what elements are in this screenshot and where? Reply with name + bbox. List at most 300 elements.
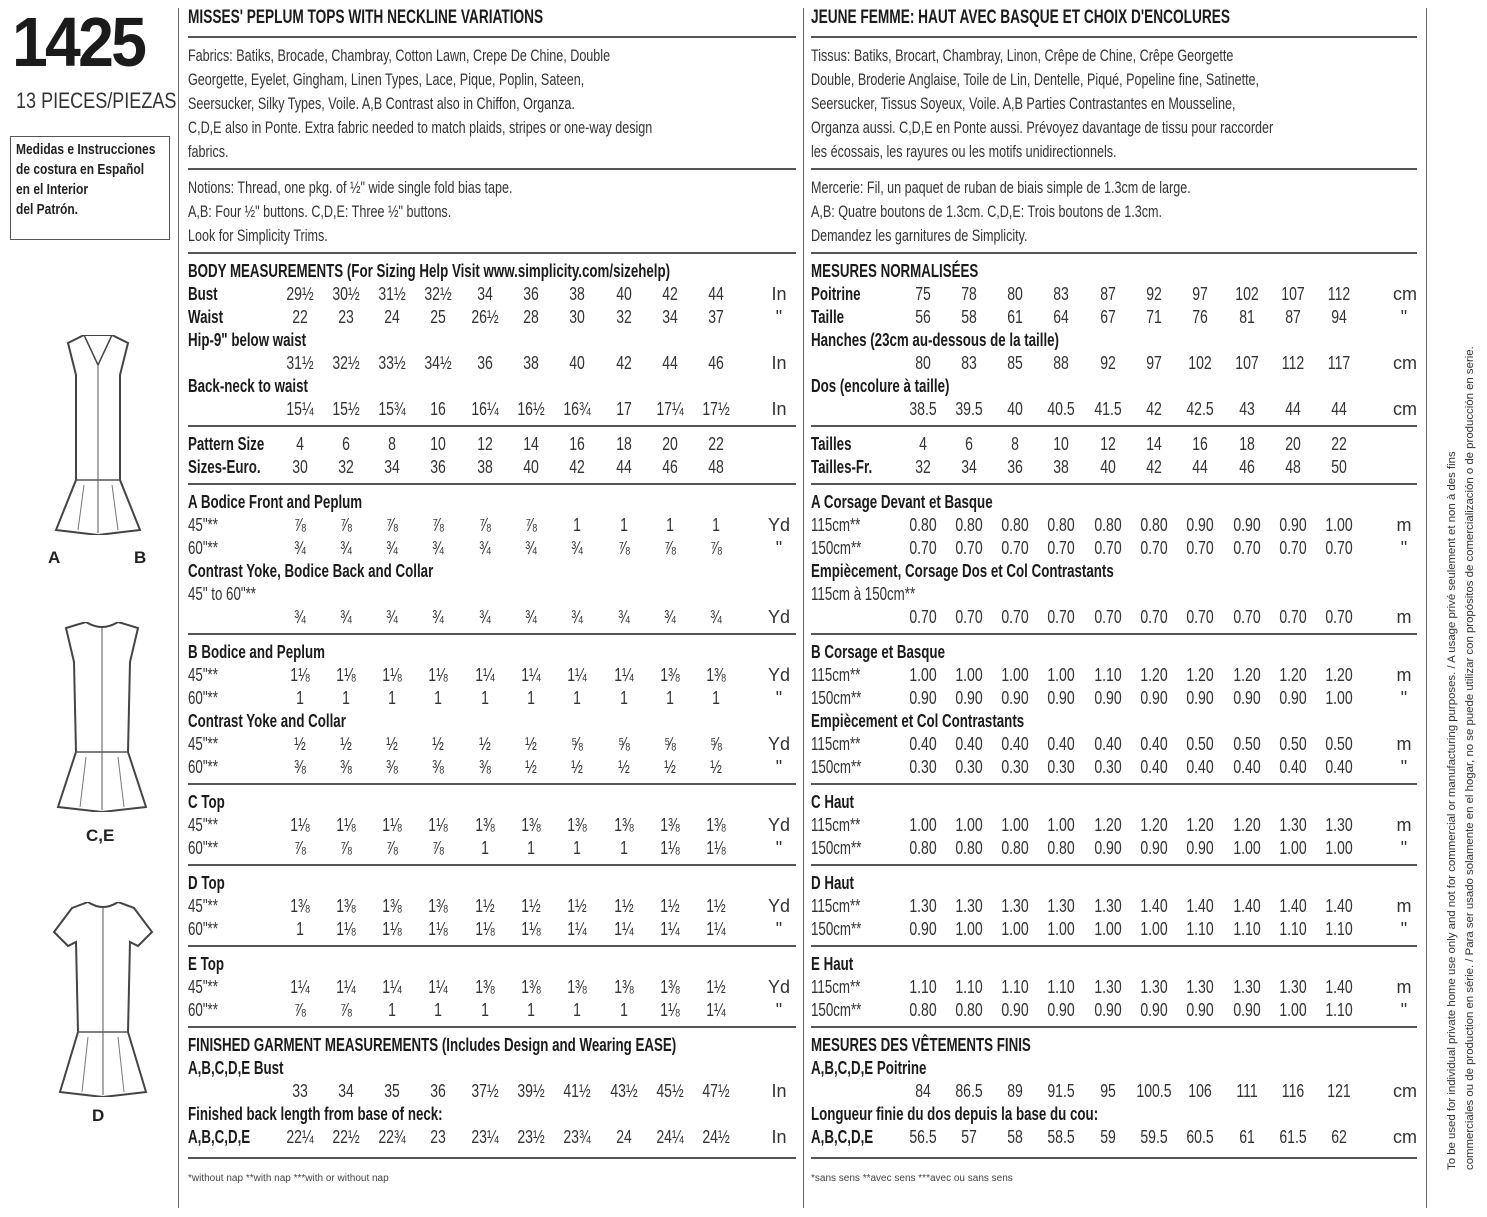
size-value: 0.90 (909, 919, 937, 939)
size-value: 48 (708, 457, 724, 477)
table-row (811, 306, 1417, 329)
size-value: 45½ (656, 1081, 684, 1101)
size-value: 15¾ (378, 399, 406, 419)
size-value: 38 (523, 353, 539, 373)
size-value: ⅜ (340, 757, 352, 777)
size-value: 42 (1146, 399, 1162, 419)
size-value: 1.30 (1279, 977, 1307, 997)
size-value: 0.50 (1325, 734, 1353, 754)
table-row (188, 456, 796, 479)
row-label: C Haut (811, 792, 854, 812)
size-value: 64 (1053, 307, 1069, 327)
size-value: ¾ (479, 538, 491, 558)
table-row (811, 398, 1417, 421)
size-value: 0.80 (955, 838, 983, 858)
size-value: ¾ (294, 607, 306, 627)
size-value: 1.00 (1094, 919, 1122, 939)
row-label: A,B,C,D,E (188, 1127, 251, 1147)
row-label: Longueur finie du dos depuis la base du cou: (811, 1104, 1099, 1124)
size-value: 75 (915, 284, 931, 304)
unit-label: m (1396, 665, 1412, 685)
unit-label: m (1396, 977, 1412, 997)
size-value: 0.80 (909, 838, 937, 858)
size-value: 39½ (517, 1081, 545, 1101)
size-value: 1.00 (1047, 919, 1075, 939)
size-value: 1⅜ (382, 896, 402, 916)
size-value: ¾ (386, 607, 398, 627)
size-value: 0.70 (1233, 538, 1261, 558)
size-value: 1¼ (660, 919, 680, 939)
size-value: 1.00 (1001, 815, 1029, 835)
size-value: 1.00 (955, 919, 983, 939)
size-value: 1¼ (706, 1000, 726, 1020)
row-label: D Haut (811, 873, 854, 893)
size-value: 1.10 (1325, 1000, 1353, 1020)
row-label: 60"** (188, 538, 218, 558)
size-value: 40 (523, 457, 539, 477)
divider (811, 783, 1417, 785)
size-value: 0.70 (1094, 538, 1122, 558)
spanish-line: del Patrón. (16, 201, 79, 218)
size-value: 1.00 (1325, 688, 1353, 708)
size-value: 1.40 (1325, 896, 1353, 916)
size-value: 1 (481, 1000, 489, 1020)
row-label: A,B,C,D,E Poitrine (811, 1058, 927, 1078)
size-value: 25 (430, 307, 446, 327)
size-value: 100.5 (1136, 1081, 1172, 1101)
size-value: 0.70 (1140, 538, 1168, 558)
size-value: 84 (915, 1081, 931, 1101)
fabrics-line: Fabrics: Batiks, Brocade, Chambray, Cotton Lawn, Crepe De Chine, Double (188, 46, 611, 65)
size-value: 44 (1285, 399, 1301, 419)
table-row (188, 756, 796, 779)
size-value: 107 (1235, 353, 1259, 373)
table-row (188, 999, 796, 1022)
size-value: 1⅜ (475, 815, 495, 835)
table-row (188, 1080, 796, 1103)
unit-label: " (775, 1000, 783, 1020)
size-value: 1 (527, 688, 535, 708)
size-value: 1 (434, 1000, 442, 1020)
size-value: 89 (1007, 1081, 1023, 1101)
size-value: 117 (1327, 353, 1351, 373)
size-value: 20 (1285, 434, 1301, 454)
size-value: 0.80 (955, 1000, 983, 1020)
size-value: 16 (569, 434, 585, 454)
size-value: 111 (1236, 1081, 1258, 1101)
size-value: 35 (384, 1081, 400, 1101)
size-value: 33½ (378, 353, 406, 373)
size-value: 1 (527, 838, 535, 858)
row-label: 45"** (188, 665, 218, 685)
size-value: 34 (961, 457, 977, 477)
table-row (811, 756, 1417, 779)
size-value: 0.80 (1047, 515, 1075, 535)
table-row (188, 352, 796, 375)
size-value: 29½ (286, 284, 314, 304)
size-value: 1.10 (909, 977, 937, 997)
size-value: 56.5 (909, 1127, 937, 1147)
row-label: 45"** (188, 515, 218, 535)
table-row (188, 398, 796, 421)
size-value: 1.00 (955, 815, 983, 835)
size-value: 32 (616, 307, 632, 327)
divider (188, 945, 796, 947)
size-value: 1.30 (1094, 977, 1122, 997)
size-value: ⅞ (479, 515, 491, 535)
table-row (188, 560, 796, 583)
size-value: 1.00 (1047, 665, 1075, 685)
size-value: 1⅜ (706, 665, 726, 685)
french-column (811, 6, 1417, 1184)
size-value: 43 (1239, 399, 1255, 419)
unit-label: Yd (768, 734, 791, 754)
size-value: 102 (1235, 284, 1259, 304)
size-value: 97 (1146, 353, 1162, 373)
size-value: 0.70 (1186, 607, 1214, 627)
size-value: 1⅛ (521, 919, 541, 939)
unit-label: In (771, 1127, 787, 1147)
size-value: 1.30 (1140, 977, 1168, 997)
size-value: 112 (1281, 353, 1305, 373)
table-row (188, 953, 796, 976)
size-value: ¾ (571, 607, 583, 627)
size-value: 0.70 (1001, 538, 1029, 558)
size-value: 1.10 (1279, 919, 1307, 939)
size-value: 1.20 (1325, 665, 1353, 685)
size-value: 0.40 (1279, 757, 1307, 777)
size-value: ⅞ (618, 538, 630, 558)
size-value: 1 (620, 838, 628, 858)
notions-line: Mercerie: Fil, un paquet de ruban de biais simple de 1.3cm de large. (811, 178, 1191, 197)
size-value: 1¼ (567, 919, 587, 939)
size-value: 1.30 (1186, 977, 1214, 997)
table-row (811, 375, 1417, 398)
size-value: 0.70 (1233, 607, 1261, 627)
size-value: 1.10 (1047, 977, 1075, 997)
size-value: 0.80 (1094, 515, 1122, 535)
size-value: 1⅜ (475, 977, 495, 997)
size-value: 44 (1192, 457, 1208, 477)
size-value: 43½ (610, 1081, 638, 1101)
size-value: 1⅛ (382, 919, 402, 939)
divider-left (178, 8, 179, 1208)
size-value: 42 (662, 284, 678, 304)
size-value: 1 (620, 515, 628, 535)
size-value: 1 (342, 688, 350, 708)
table-row (811, 837, 1417, 860)
size-value: 34½ (424, 353, 452, 373)
spanish-line: en el Interior (16, 181, 89, 198)
divider (811, 425, 1417, 427)
row-label: A Bodice Front and Peplum (188, 492, 363, 512)
size-value: 23 (338, 307, 354, 327)
divider (811, 1157, 1417, 1159)
table-row (811, 710, 1417, 733)
size-value: 1.00 (1140, 919, 1168, 939)
size-value: 0.70 (1047, 607, 1075, 627)
unit-label: Yd (768, 607, 791, 627)
divider (188, 483, 796, 485)
row-label: A,B,C,D,E (811, 1127, 874, 1147)
size-value: 0.90 (955, 688, 983, 708)
row-label: E Top (188, 954, 225, 974)
size-value: 44 (616, 457, 632, 477)
size-value: ¾ (479, 607, 491, 627)
unit-label: cm (1393, 353, 1417, 373)
table-row (811, 537, 1417, 560)
size-value: ½ (525, 734, 537, 754)
table-row (188, 583, 796, 606)
table-row (188, 641, 796, 664)
size-value: 1 (527, 1000, 535, 1020)
size-value: 1⅜ (660, 665, 680, 685)
size-value: 22 (708, 434, 724, 454)
unit-label: Yd (768, 515, 791, 535)
fabrics-text (811, 44, 1417, 164)
size-value: 44 (1331, 399, 1347, 419)
table-row (188, 514, 796, 537)
size-value: 71 (1146, 307, 1162, 327)
size-value: 59.5 (1140, 1127, 1168, 1147)
size-value: 36 (1007, 457, 1023, 477)
size-value: 1¼ (382, 977, 402, 997)
size-value: 0.30 (1001, 757, 1029, 777)
size-value: 0.70 (1325, 607, 1353, 627)
size-value: 30 (292, 457, 308, 477)
size-value: ¾ (710, 607, 722, 627)
size-value: 34 (662, 307, 678, 327)
notions-line: A,B: Four ½" buttons. C,D,E: Three ½" buttons. (188, 202, 452, 221)
row-label: 150cm** (811, 757, 862, 777)
unit-label: " (1400, 838, 1408, 858)
notions-text (188, 176, 796, 248)
divider (811, 864, 1417, 866)
size-value: ¾ (340, 607, 352, 627)
unit-label: In (771, 399, 787, 419)
fabrics-line: Seersucker, Tissus Soyeux, Voile. A,B Parties Contrastantes en Mousseline, (811, 94, 1236, 113)
size-value: 14 (523, 434, 539, 454)
size-value: 0.70 (909, 607, 937, 627)
divider (811, 36, 1417, 38)
divider (188, 36, 796, 38)
size-value: 36 (523, 284, 539, 304)
size-value: 36 (430, 457, 446, 477)
english-column (188, 6, 796, 1184)
size-value: ½ (571, 757, 583, 777)
unit-label: " (1400, 688, 1408, 708)
size-value: 0.90 (1186, 688, 1214, 708)
size-value: 1.20 (1186, 665, 1214, 685)
size-value: 0.90 (1094, 1000, 1122, 1020)
unit-label: In (771, 284, 787, 304)
size-value: 1⅜ (336, 896, 356, 916)
size-value: 1¼ (614, 919, 634, 939)
row-label: Hip-9" below waist (188, 330, 307, 350)
unit-label: m (1396, 515, 1412, 535)
table-row (188, 1057, 796, 1080)
size-value: ⅞ (340, 838, 352, 858)
table-row (811, 514, 1417, 537)
notions-line: A,B: Quatre boutons de 1.3cm. C,D,E: Trois boutons de 1.3cm. (811, 202, 1163, 221)
table-row (811, 918, 1417, 941)
size-value: 0.50 (1279, 734, 1307, 754)
size-value: 40 (569, 353, 585, 373)
size-value: 1¼ (428, 977, 448, 997)
table-row (188, 837, 796, 860)
size-value: 1⅜ (428, 896, 448, 916)
size-value: 1 (296, 688, 304, 708)
size-value: ⅝ (571, 734, 583, 754)
size-value: 1.10 (1001, 977, 1029, 997)
size-value: ½ (525, 757, 537, 777)
table-row (811, 953, 1417, 976)
size-value: 22½ (332, 1127, 360, 1147)
size-value: 33 (292, 1081, 308, 1101)
unit-label: m (1396, 607, 1412, 627)
size-value: 1.10 (1325, 919, 1353, 939)
size-value: 1.00 (909, 815, 937, 835)
table-row (188, 283, 796, 306)
divider (188, 168, 796, 170)
section-title: JEUNE FEMME: HAUT AVEC BASQUE ET CHOIX D'ENCOLURES (811, 7, 1231, 28)
size-value: 1 (573, 515, 581, 535)
unit-label: " (1400, 757, 1408, 777)
size-value: 0.30 (955, 757, 983, 777)
unit-label: " (1400, 1000, 1408, 1020)
notions-line: Notions: Thread, one pkg. of ½" wide single fold bias tape. (188, 178, 513, 197)
unit-label: " (775, 538, 783, 558)
size-value: 0.40 (1001, 734, 1029, 754)
table-row (188, 375, 796, 398)
table-row (811, 999, 1417, 1022)
table-row (811, 1126, 1417, 1149)
divider (811, 1026, 1417, 1028)
spanish-line: Medidas e Instrucciones (16, 141, 156, 158)
row-label: D Top (188, 873, 225, 893)
size-value: 107 (1281, 284, 1305, 304)
size-value: 4 (919, 434, 927, 454)
size-value: 1¼ (614, 665, 634, 685)
size-value: 87 (1100, 284, 1116, 304)
unit-label: Yd (768, 815, 791, 835)
unit-label: " (775, 307, 783, 327)
size-value: 1⅛ (428, 665, 448, 685)
table-row (188, 791, 796, 814)
size-value: 1 (388, 1000, 396, 1020)
size-value: 95 (1100, 1081, 1116, 1101)
size-value: ⅞ (664, 538, 676, 558)
size-value: 1½ (706, 977, 726, 997)
size-value: 0.70 (1186, 538, 1214, 558)
size-value: 50 (1331, 457, 1347, 477)
fabrics-line: Seersucker, Silky Types, Voile. A,B Contrast also in Chiffon, Organza. (188, 94, 575, 113)
size-value: 1.30 (1047, 896, 1075, 916)
row-label: Sizes-Euro. (188, 457, 261, 477)
size-value: 38 (1053, 457, 1069, 477)
size-value: 1.20 (1094, 815, 1122, 835)
size-value: ⅝ (664, 734, 676, 754)
size-value: 1.30 (909, 896, 937, 916)
size-value: ½ (340, 734, 352, 754)
size-value: 39.5 (955, 399, 983, 419)
size-value: 16 (430, 399, 446, 419)
size-value: 44 (662, 353, 678, 373)
table-row (811, 1103, 1417, 1126)
size-value: 61.5 (1279, 1127, 1307, 1147)
table-row (188, 976, 796, 999)
size-value: 46 (662, 457, 678, 477)
notions-text (811, 176, 1417, 248)
size-value: 1⅜ (706, 815, 726, 835)
row-label: B Corsage et Basque (811, 642, 945, 662)
size-value: ¾ (294, 538, 306, 558)
size-value: 1⅛ (660, 838, 680, 858)
size-value: 1.40 (1186, 896, 1214, 916)
size-value: 20 (662, 434, 678, 454)
size-value: 1.30 (955, 896, 983, 916)
table-row (811, 433, 1417, 456)
size-value: 42.5 (1186, 399, 1214, 419)
pattern-number: 1425 (12, 3, 145, 81)
size-value: 1.00 (1279, 838, 1307, 858)
size-value: 17½ (702, 399, 730, 419)
unit-label: m (1396, 734, 1412, 754)
size-value: 1.10 (1186, 919, 1214, 939)
size-value: 81 (1239, 307, 1255, 327)
fabrics-line: fabrics. (188, 142, 229, 161)
size-value: 8 (388, 434, 396, 454)
divider (188, 252, 796, 254)
size-value: 0.70 (1001, 607, 1029, 627)
size-value: 40 (1100, 457, 1116, 477)
size-value: 1⅛ (706, 838, 726, 858)
size-value: 0.40 (1047, 734, 1075, 754)
unit-label: " (775, 757, 783, 777)
size-value: ¾ (664, 607, 676, 627)
size-value: 1⅛ (336, 815, 356, 835)
fabrics-text (188, 44, 796, 164)
size-value: 0.70 (1140, 607, 1168, 627)
size-value: 31½ (378, 284, 406, 304)
size-value: 0.30 (1047, 757, 1075, 777)
divider (811, 633, 1417, 635)
size-value: 22¾ (378, 1127, 406, 1147)
size-value: 37 (708, 307, 724, 327)
size-value: 1½ (660, 896, 680, 916)
size-value: 15½ (332, 399, 360, 419)
table-row (811, 329, 1417, 352)
table-row (188, 872, 796, 895)
row-label: 60"** (188, 757, 218, 777)
fabrics-line: Organza aussi. C,D,E en Ponte aussi. Prévoyez davantage de tissu pour raccorder (811, 118, 1274, 137)
size-value: ¾ (571, 538, 583, 558)
row-label: Poitrine (811, 284, 861, 304)
footnote: *without nap **with nap ***with or without nap (188, 1173, 389, 1184)
size-value: 1.00 (955, 665, 983, 685)
size-value: 1 (481, 688, 489, 708)
size-value: 38 (569, 284, 585, 304)
size-value: 1 (434, 688, 442, 708)
size-value: 10 (430, 434, 446, 454)
size-value: 41½ (563, 1081, 591, 1101)
size-value: 36 (430, 1081, 446, 1101)
size-value: 16¾ (563, 399, 591, 419)
row-label: Contrast Yoke, Bodice Back and Collar (188, 561, 434, 581)
size-value: 1½ (567, 896, 587, 916)
spanish-line: de costura en Español (16, 161, 145, 178)
row-label: 45"** (188, 815, 218, 835)
